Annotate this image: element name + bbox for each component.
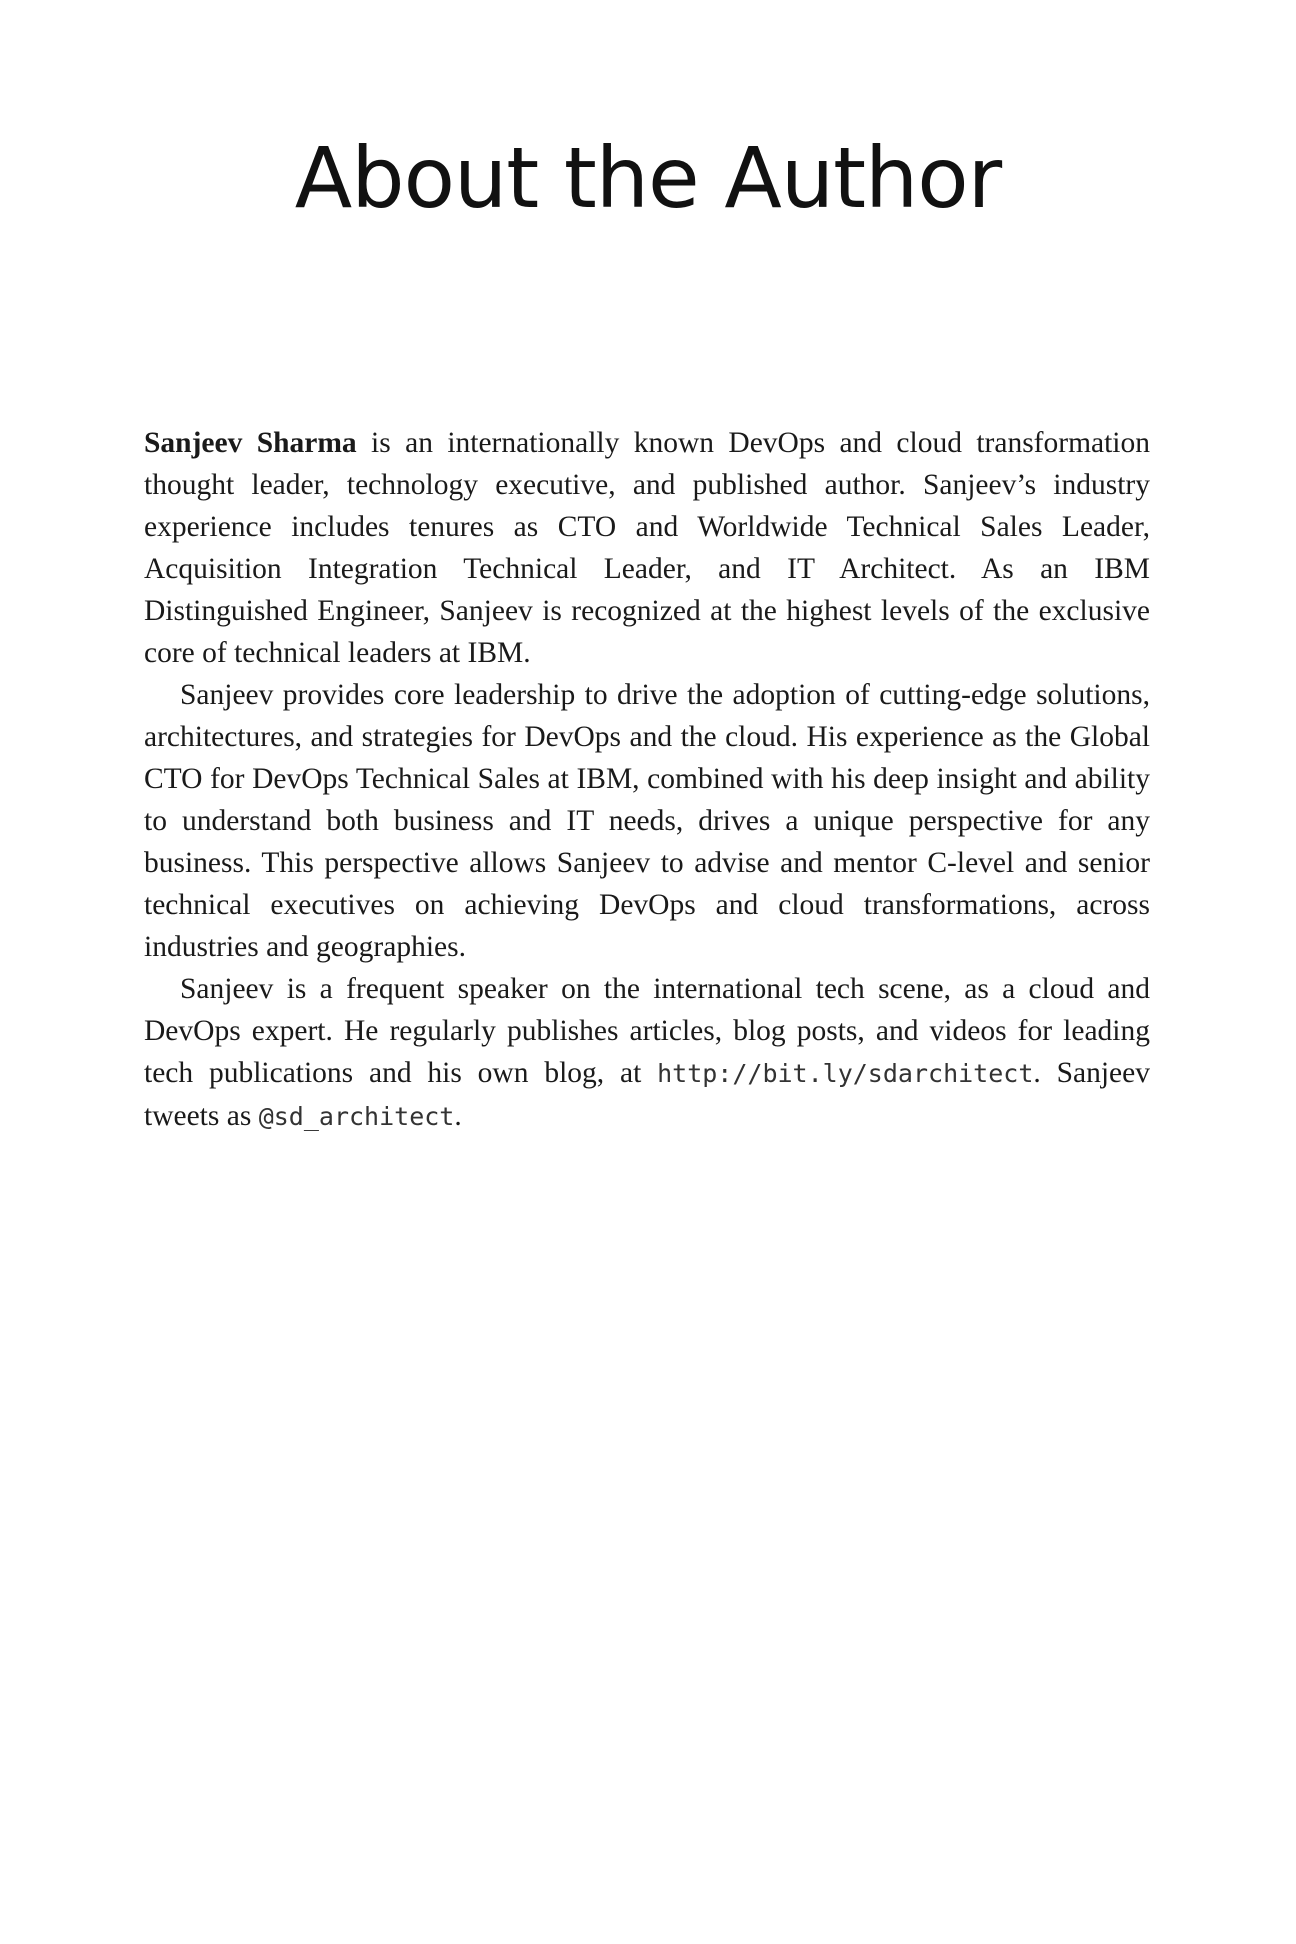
bio-paragraph-3-text: Sanjeev is a frequent speaker on the international tech scene, as a cloud and DevOps expert. He regularly publishes articles, blog posts, and videos for leading tech publications and his own blog, at — [144, 973, 1150, 1089]
bio-paragraph-1-text: is an internationally known DevOps and cloud transformation thought leader, technology executive, and published author. Sanjeev’s industry experience includes tenures as CTO and Worldwide Technical Sales Leader, Acquisition Integration Technical Leader, and IT Architect. As an IBM Distinguished Engineer, Sanjeev is recognized at the highest levels of the exclusive core of technical leaders at IBM. — [144, 427, 1151, 669]
twitter-handle[interactable]: @sd_architect — [258, 1102, 455, 1131]
bio-paragraph-3-text-end: . — [454, 1100, 462, 1132]
author-bio — [144, 422, 1150, 1138]
author-name: Sanjeev Sharma — [144, 427, 357, 459]
bio-paragraph-3 — [144, 968, 1150, 1138]
blog-url-link[interactable]: http://bit.ly/sdarchitect — [657, 1059, 1034, 1088]
bio-paragraph-1 — [144, 422, 1150, 674]
page-title: About the Author — [294, 129, 1002, 227]
bio-paragraph-2 — [144, 674, 1150, 968]
bio-paragraph-3-text-2: . Sanjeev tweets as — [144, 1057, 1150, 1132]
bio-paragraph-2-text: Sanjeev provides core leadership to drive the adoption of cutting-edge solutions, architectures, and strategies for DevOps and the cloud. His experience as the Global CTO for DevOps Technical Sales at IBM, combined with his deep insight and ability to understand both business and IT needs, drives a unique perspective for any business. This perspective allows Sanjeev to advise and mentor C-level and senior technical executives on achieving DevOps and cloud transformations, across industries and geographies. — [144, 679, 1150, 963]
